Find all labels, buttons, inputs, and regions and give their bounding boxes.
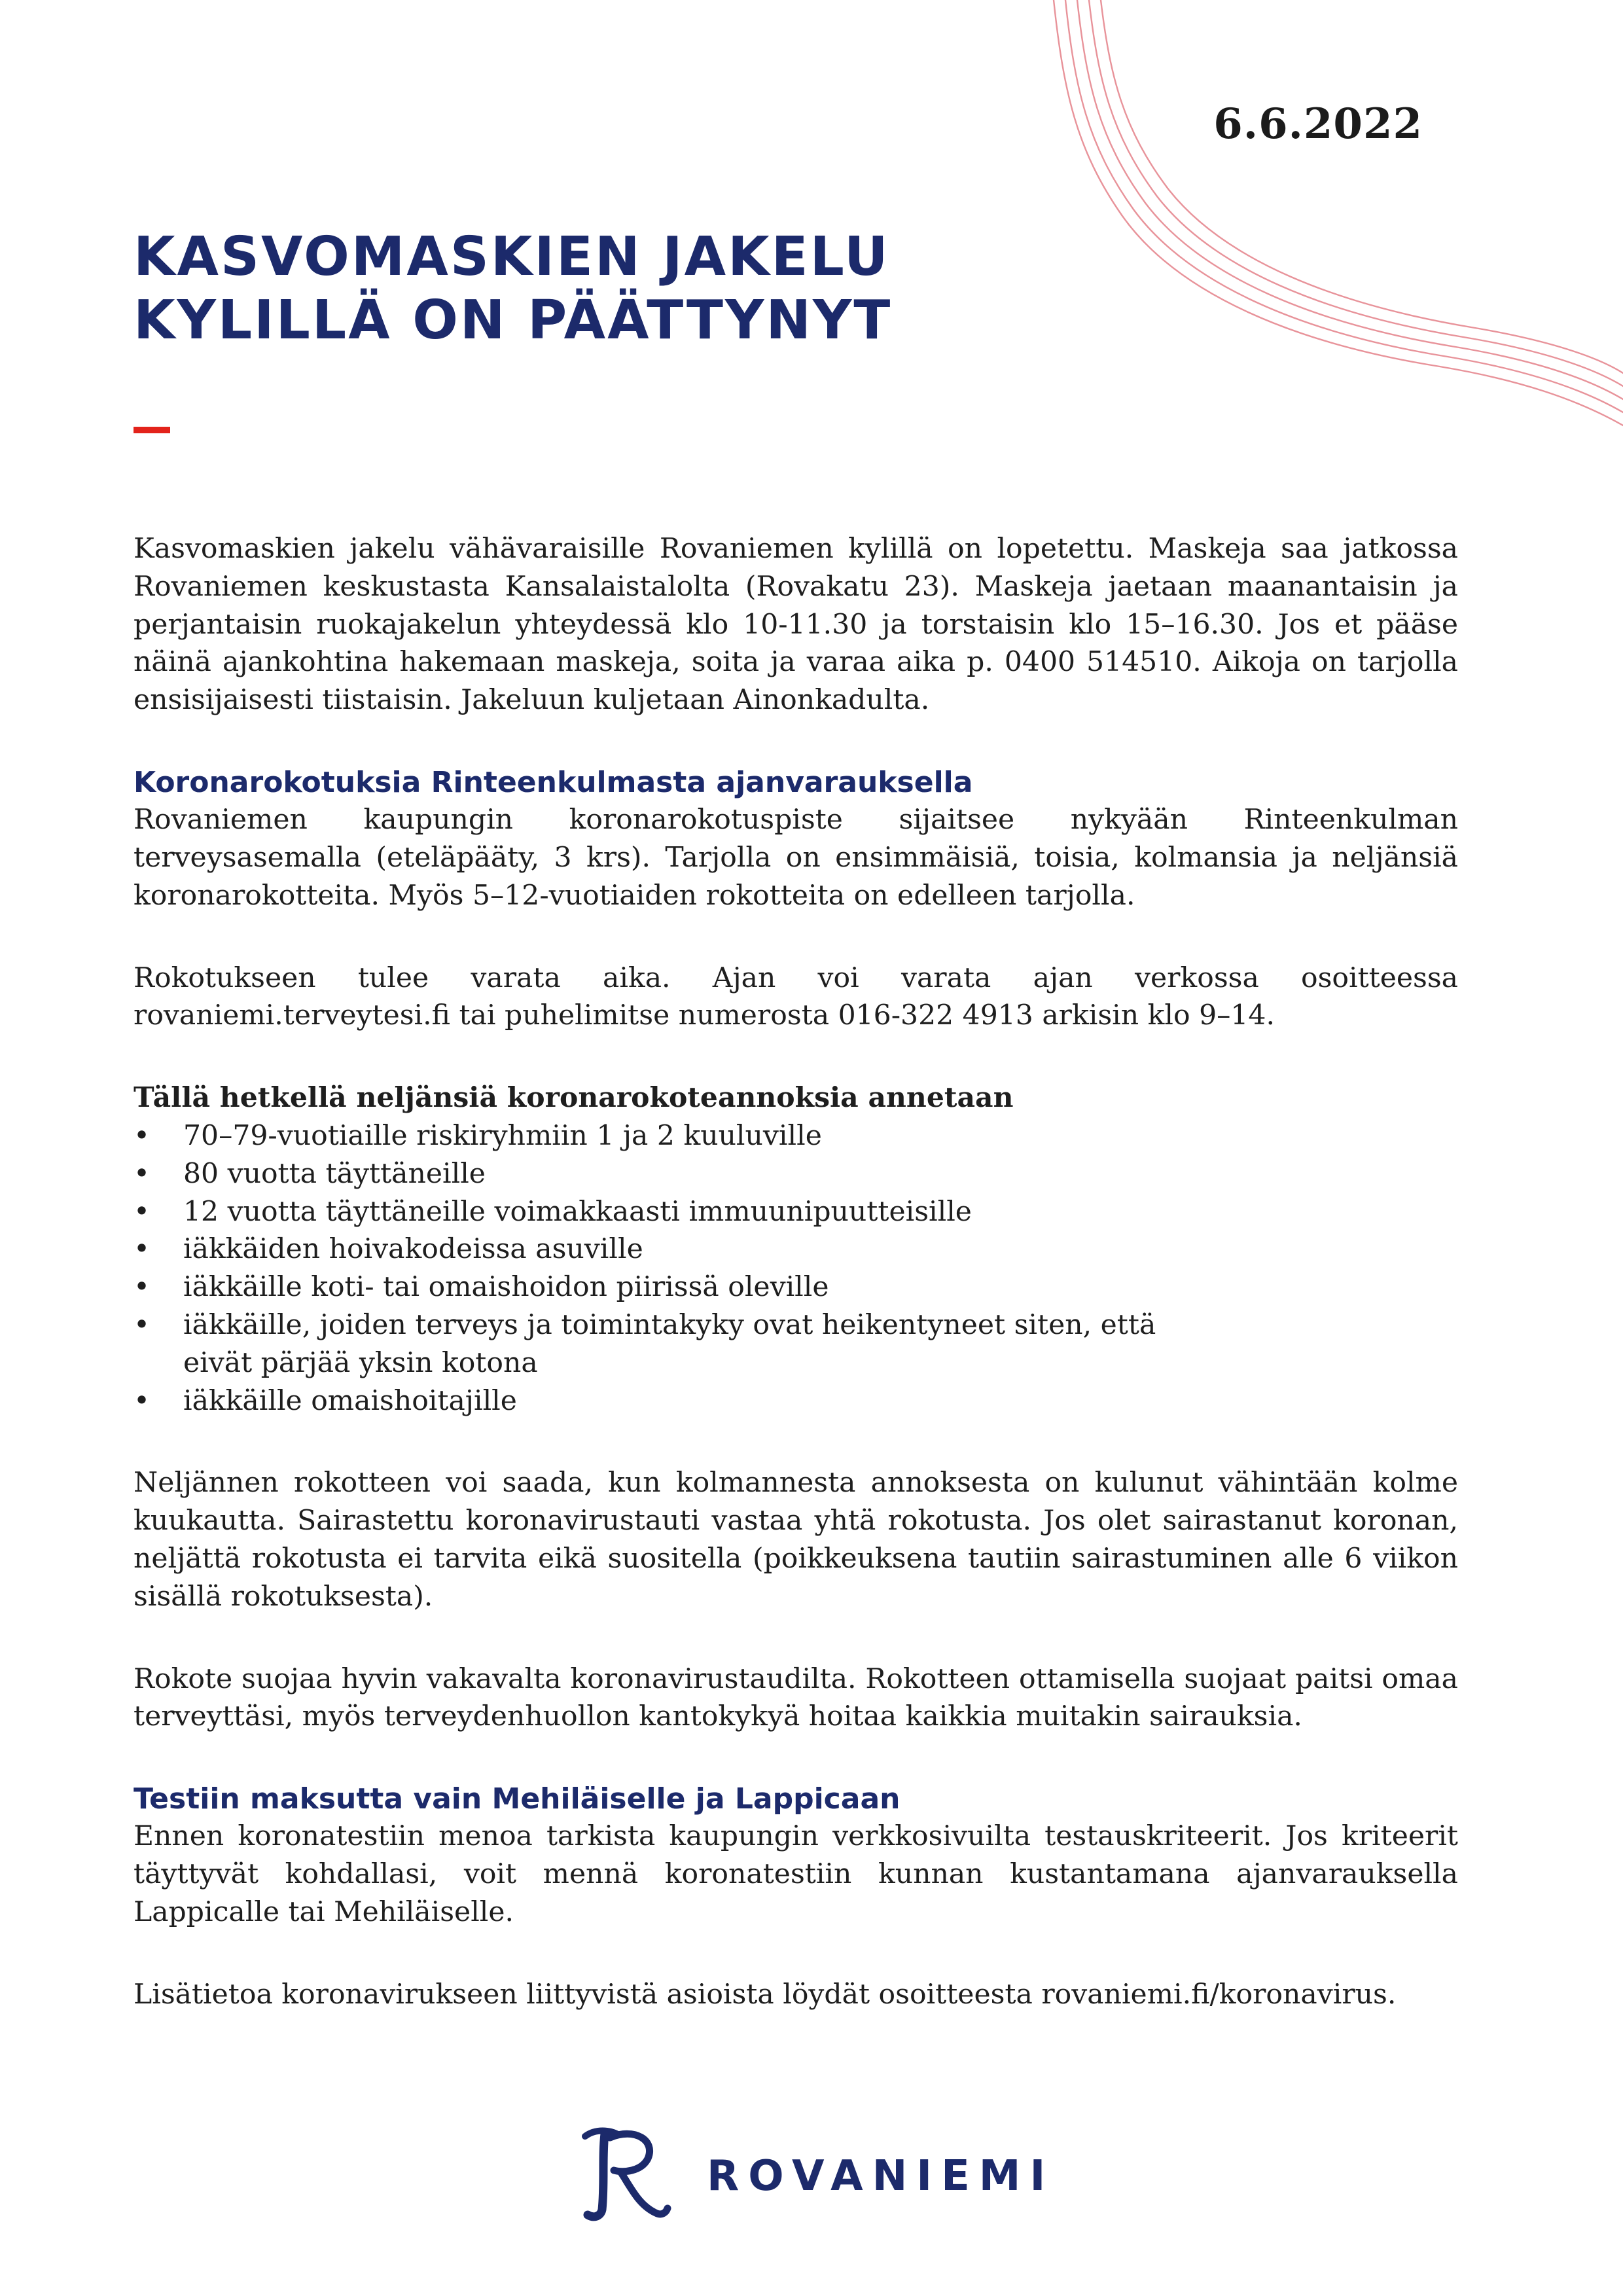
decorative-wave-pattern	[982, 0, 1623, 458]
rovaniemi-r-emblem-icon	[576, 2125, 674, 2223]
fourth-dose-paragraph: Neljännen rokotteen voi saada, kun kolmannesta annoksesta on kulunut vähintään kolme kuukautta. Sairastettu koronavirustauti vastaa yhtä rokotusta. Jos olet sairastanut koronan, neljättä rokotusta ei tarvita eikä suositella (poikkeuksena tautiin sairastuminen alle 6 viikon sisällä rokotuksesta).	[134, 1467, 1458, 1613]
document-date: 6.6.2022	[1213, 99, 1423, 149]
vaccine-protection-paragraph: Rokote suojaa hyvin vakavalta koronavirustaudilta. Rokotteen ottamisella suojaat paitsi omaa terveyttäsi, myös terveydenhuollon kantokykyä hoitaa kaikkia muitakin sairauksia.	[134, 1662, 1458, 1733]
list-item: • 70–79-vuotiaille riskiryhmiin 1 ja 2 kuuluville	[134, 1117, 1458, 1155]
booking-paragraph: Rokotukseen tulee varata aika. Ajan voi varata ajan verkossa osoitteessa rovaniemi.terveytesi.fi tai puhelimitse numerosta 016-322 4913 arkisin klo 9–14.	[134, 961, 1458, 1032]
list-item: • iäkkäille omaishoitajille	[134, 1382, 1458, 1420]
section-heading-vaccinations: Koronarokotuksia Rinteenkulmasta ajanvarauksella	[134, 765, 973, 799]
rovaniemi-logo	[576, 2125, 1060, 2223]
list-item: • 80 vuotta täyttäneille	[134, 1155, 1458, 1193]
list-item: • 12 vuotta täyttäneille voimakkaasti immuunipuutteisille	[134, 1193, 1458, 1231]
list-item: • iäkkäille koti- tai omaishoidon piirissä oleville	[134, 1268, 1458, 1306]
title-accent-dash	[134, 427, 170, 433]
title-line-1: KASVOMASKIEN JAKELU	[134, 226, 890, 288]
fourth-dose-list-heading: Tällä hetkellä neljänsiä koronarokoteannoksia annetaan	[134, 1081, 1014, 1115]
list-item: • iäkkäille, joiden terveys ja toimintakyky ovat heikentyneet siten, että eivät pärjää yksin kotona	[134, 1306, 1230, 1382]
testing-paragraph: Ennen koronatestiin menoa tarkista kaupungin verkkosivuilta testauskriteerit. Jos kriteerit täyttyvät kohdallasi, voit mennä koronatestiin kunnan kustantamana ajanvarauksella Lappicalle tai Mehiläiselle.	[134, 1820, 1458, 1928]
intro-paragraph: Kasvomaskien jakelu vähävaraisille Rovaniemen kylillä on lopetettu. Maskeja saa jatkossa Rovaniemen keskustasta Kansalaistalolta (Rovakatu 23). Maskeja jaetaan maanantaisin ja perjantaisin ruokajakelun yhteydessä klo 10-11.30 ja torstaisin klo 15–16.30. Jos et pääse näinä ajankohtina hakemaan maskeja, soita ja varaa aika p. 0400 514510. Aikoja on tarjolla ensisijaisesti tiistaisin. Jakeluun kuljetaan Ainonkadulta.	[134, 533, 1458, 717]
list-item: • iäkkäiden hoivakodeissa asuville	[134, 1230, 1458, 1268]
fourth-dose-eligibility-list	[134, 1117, 1458, 1420]
article-body	[134, 530, 1458, 2013]
logo-wordmark: ROVANIEMI	[707, 2152, 1055, 2200]
page-title	[134, 226, 892, 353]
vaccination-location-paragraph: Rovaniemen kaupungin koronarokotuspiste sijaitsee nykyään Rinteenkulman terveysasemalla (eteläpääty, 3 krs). Tarjolla on ensimmäisiä, toisia, kolmansia ja neljänsiä koronarokotteita. Myös 5–12-vuotiaiden rokotteita on edelleen tarjolla.	[134, 804, 1458, 912]
title-line-2: KYLILLÄ ON PÄÄTTYNYT	[134, 289, 893, 351]
section-heading-testing: Testiin maksutta vain Mehiläiselle ja Lappicaan	[134, 1782, 901, 1816]
more-info-paragraph: Lisätietoa koronavirukseen liittyvistä asioista löydät osoitteesta rovaniemi.fi/koronavirus.	[134, 1978, 1397, 2011]
